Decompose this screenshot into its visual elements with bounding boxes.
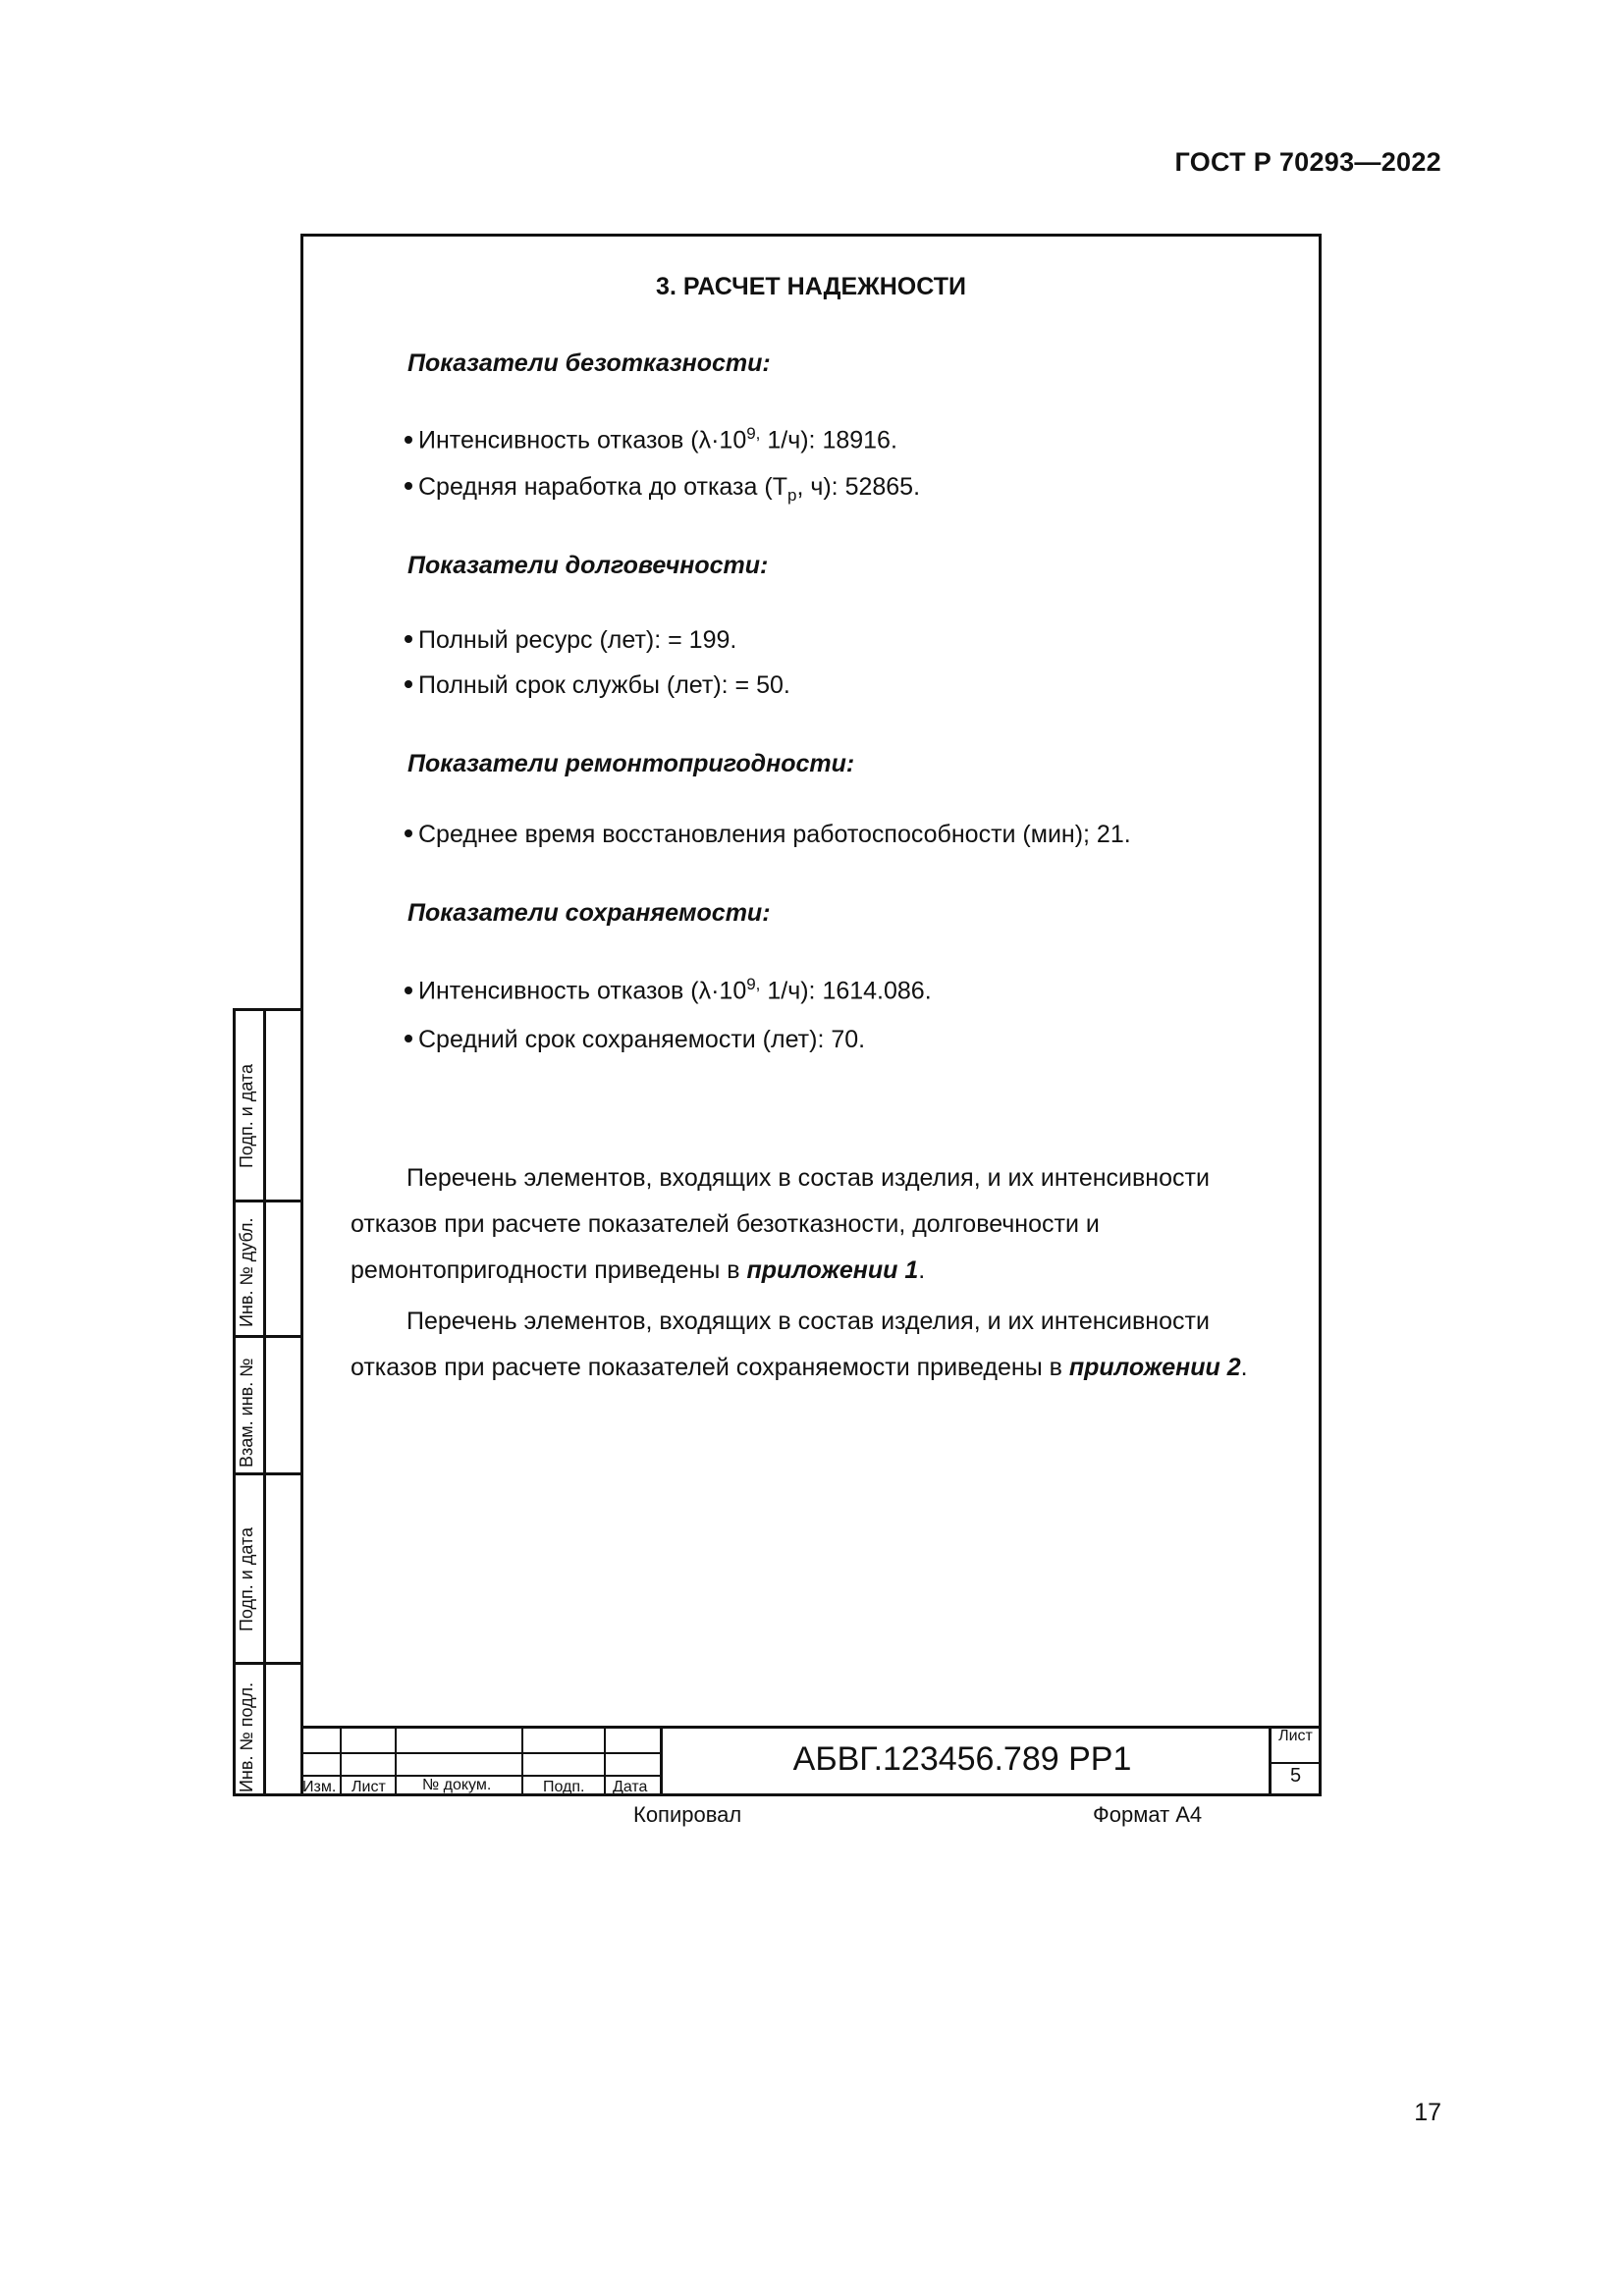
list-item-recovery-time: Среднее время восстановления работоспособности (мин); 21.: [405, 821, 1131, 849]
side-label-dup-inv: Инв. № дубл.: [237, 1217, 256, 1327]
title-block-top-border: [300, 1726, 1322, 1729]
document-code: АБВГ.123456.789 РР1: [792, 1740, 1132, 1778]
appendix-2-ref: приложении 2: [1068, 1354, 1241, 1381]
side-label-orig-inv: Инв. № подл.: [237, 1682, 256, 1792]
bullet-icon: [405, 635, 412, 643]
sheet-label: Лист: [1278, 1728, 1313, 1744]
side-label-sign-date-2: Подп. и дата: [237, 1526, 256, 1631]
appendix-1-ref: приложении 1: [746, 1256, 919, 1284]
paragraph-appendix-2: Перечень элементов, входящих в состав изделия, и их интенсивности отказов при расчете показателей сохраняемости приведены в приложении 2.: [351, 1308, 1248, 1381]
drawing-frame: [300, 234, 1322, 1796]
column-signature: Подп.: [543, 1779, 585, 1795]
heading-maintainability: Показатели ремонтопригодности:: [407, 750, 855, 777]
heading-storability: Показатели сохраняемости:: [407, 899, 771, 927]
heading-durability: Показатели долговечности:: [407, 552, 769, 579]
sheet-number: 5: [1289, 1765, 1302, 1787]
footer-format: Формат А4: [1093, 1802, 1203, 1827]
column-doc-number: № докум.: [422, 1777, 492, 1793]
bullet-icon: [405, 1035, 412, 1042]
paragraph-appendix-1: Перечень элементов, входящих в состав изделия, и их интенсивности отказов при расчете показателей безотказности, долговечности и ремонтопригодности приведены в приложении 1.: [351, 1164, 1210, 1284]
page-number: 17: [1414, 2099, 1441, 2126]
list-item-service-life: Полный срок службы (лет): = 50.: [405, 671, 790, 700]
side-label-replace-inv: Взам. инв. №: [237, 1358, 256, 1468]
list-item-storage-failure-rate: Интенсивность отказов ($\lambda\cdot 10^{9,}$ 1/ч): 1614.086.: [405, 975, 932, 1005]
list-item-failure-rate: Интенсивность отказов ($\lambda\cdot 10^{9,}$ 1/ч): 18916.: [405, 424, 897, 454]
column-date: Дата: [613, 1779, 648, 1795]
bullet-icon: [405, 482, 412, 490]
section-title: 3. РАСЧЕТ НАДЕЖНОСТИ: [656, 273, 966, 300]
heading-reliability: Показатели безотказности:: [407, 349, 771, 377]
bullet-icon: [405, 829, 412, 837]
side-stamp-divider: [263, 1008, 266, 1796]
list-item-mtbf: Средняя наработка до отказа ($T_р$, ч): 52865.: [405, 473, 920, 506]
bullet-icon: [405, 436, 412, 444]
column-sheet: Лист: [352, 1779, 386, 1795]
bullet-icon: [405, 987, 412, 994]
footer-copied: Копировал: [633, 1802, 742, 1827]
bullet-icon: [405, 680, 412, 688]
side-label-sign-date-1: Подп. и дата: [237, 1063, 256, 1168]
list-item-storage-term: Средний срок сохраняемости (лет): 70.: [405, 1026, 865, 1054]
list-item-full-resource: Полный ресурс (лет): = 199.: [405, 626, 736, 655]
column-revision: Изм.: [302, 1779, 337, 1795]
standard-number: ГОСТ Р 70293—2022: [1174, 147, 1441, 177]
